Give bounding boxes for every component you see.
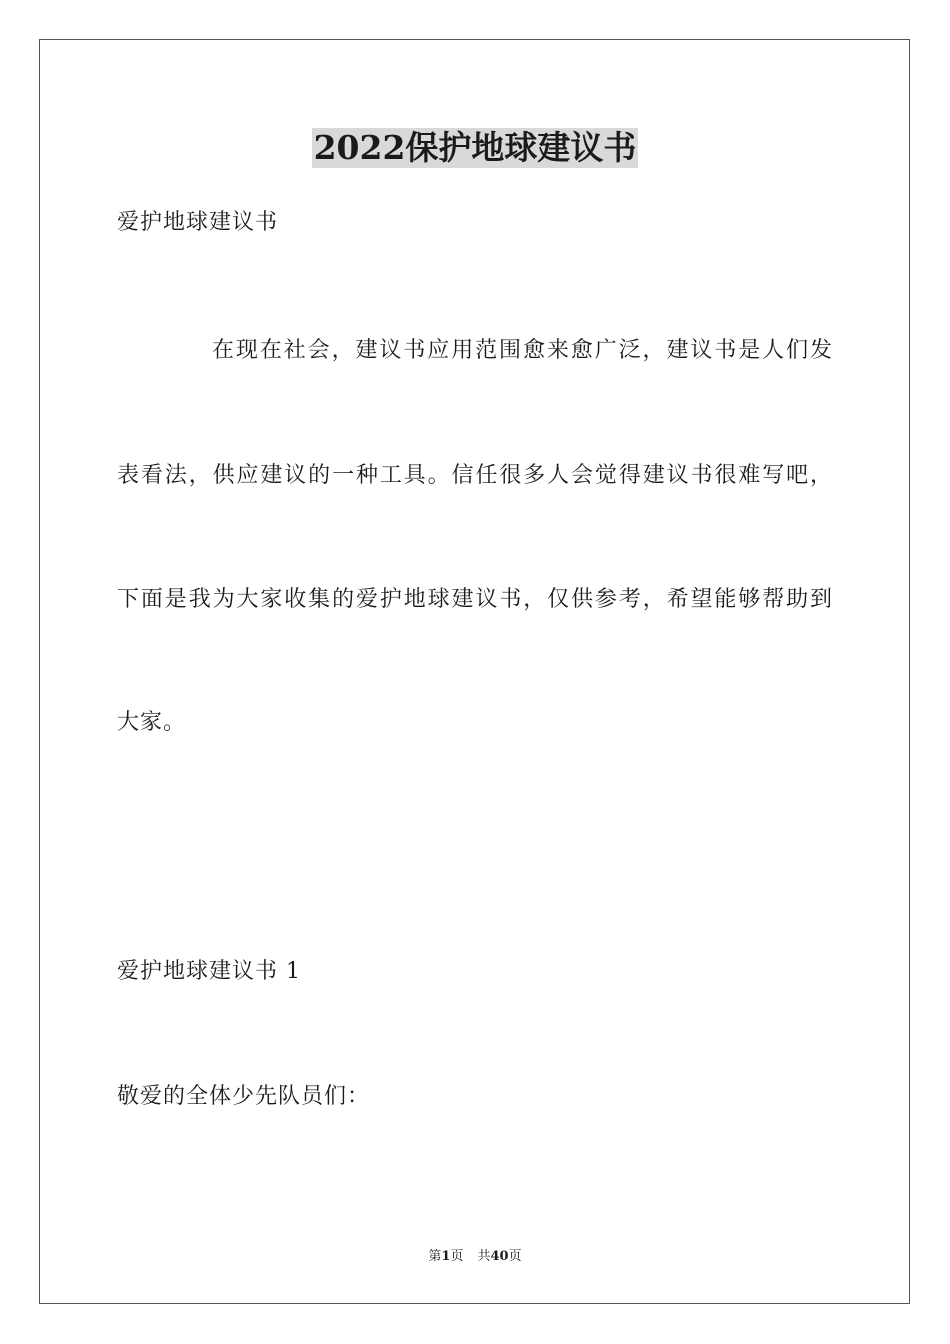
footer-page-suffix: 页	[450, 1249, 464, 1264]
footer-page-prefix: 第	[428, 1249, 442, 1264]
salutation: 敬爱的全体少先队员们：	[117, 1084, 371, 1109]
footer-page-number: 1	[441, 1249, 451, 1264]
paragraph-line: 表看法，供应建议的一种工具。信任很多人会觉得建议书很难写吧，	[117, 463, 833, 488]
paragraph-line: 下面是我为大家收集的爱护地球建议书，仅供参考，希望能够帮助到	[117, 587, 833, 612]
document-subtitle: 爱护地球建议书	[117, 210, 279, 235]
section-heading: 爱护地球建议书 1	[117, 959, 301, 984]
footer-total-pages: 40	[490, 1249, 509, 1264]
document-title	[0, 128, 950, 168]
paragraph-line: 在现在社会，建议书应用范围愈来愈广泛，建议书是人们发	[212, 338, 833, 363]
document-title-text: 2022保护地球建议书	[313, 128, 637, 167]
page-footer	[0, 1248, 950, 1266]
paragraph-line: 大家。	[117, 710, 187, 735]
footer-total-prefix: 共	[477, 1249, 491, 1264]
footer-total-suffix: 页	[508, 1249, 522, 1264]
